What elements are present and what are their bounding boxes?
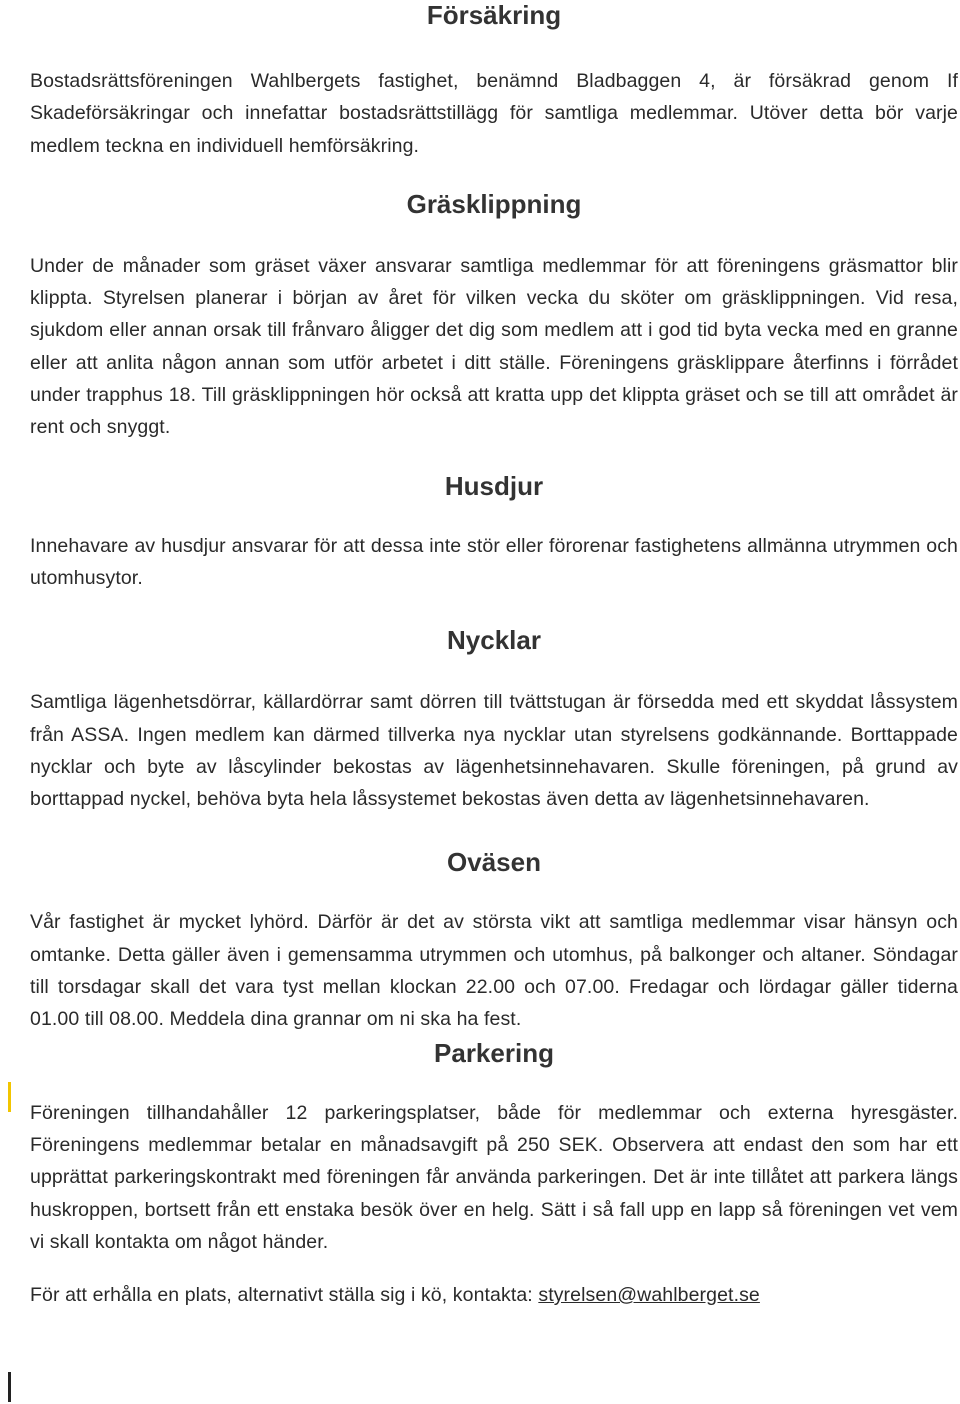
heading-grasklippning: Gräsklippning [406,188,582,219]
paragraph-husdjur: Innehavare av husdjur ansvarar för att dessa inte stör eller förorenar fastighetens allmänna utrymmen och utomhusytor. [30,534,958,589]
paragraph-parkering: Föreningen tillhandahåller 12 parkeringsplatser, både för medlemmar och externa hyresgäster. Föreningens medlemmar betalar en månadsavgift på 250 SEK. Observera att endast den som har ett upprättat parkeringskontrakt med föreningen får använda parkeringen. Det är inte tillåtet att parkera längs huskroppen, bortsett från ett enstaka besök över en helg. Sätt i så fall upp en lapp så föreningen vet vem vi skall kontakta om något händer. [30,1101,958,1253]
paragraph-forsakring: Bostadsrättsföreningen Wahlbergets fastighet, benämnd Bladbaggen 4, är försäkrad genom If Skadeförsäkringar och innefattar bostadsrättstillägg för samtliga medlemmar. Utöver detta bör varje medlem teckna en individuell hemförsäkring. [30,70,958,157]
heading-ovasen: Oväsen [447,847,541,878]
paragraph-ovasen: Vår fastighet är mycket lyhörd. Därför är det av största vikt att samtliga medlemmar visar hänsyn och omtanke. Detta gäller även i gemensamma utrymmen och utomhus, på balkonger och altaner. Söndagar till torsdagar skall det vara tyst mellan klockan 22.00 och 07.00. Fredagar och lördagar gäller tiderna 01.00 till 08.00. Meddela dina grannar om ni ska ha fest. [30,911,958,1031]
document-page [30,0,958,1311]
contact-text: För att erhålla en plats, alternativt ställa sig i kö, kontakta: [30,1284,539,1307]
margin-change-bar-black [8,1372,11,1402]
contact-email-link[interactable]: styrelsen@wahlberget.se [538,1284,760,1307]
margin-change-bar-yellow [8,1082,11,1112]
paragraph-grasklippning: Under de månader som gräset växer ansvarar samtliga medlemmar för att föreningens gräsmattor blir klippta. Styrelsen planerar i början av året för vilken vecka du sköter om gräsklippningen. Vid resa, sjukdom eller annan orsak till frånvaro åligger det dig som medlem att i god tid byta vecka med en granne eller att anlita någon annan som utför arbetet i ditt ställe. Föreningens gräsklippare återfinns i förrådet under trapphus 18. Till gräsklippningen hör också att kratta upp det klippta gräset och se till att området är rent och snyggt. [30,254,958,439]
heading-forsakring: Försäkring [426,0,562,30]
heading-husdjur: Husdjur [444,470,544,501]
heading-parkering: Parkering [434,1037,554,1068]
paragraph-nycklar: Samtliga lägenhetsdörrar, källardörrar samt dörren till tvättstugan är försedda med ett skyddat låssystem från ASSA. Ingen medlem kan därmed tillverka nya nycklar utan styrelsens godkännande. Borttappade nycklar och byte av låscylinder bekostas av lägenhetsinnehavaren. Skulle föreningen, på grund av borttappad nyckel, behöva byta hela låssystemet bekostas även detta av lägenhetsinnehavaren. [30,691,958,811]
contact-line [30,1279,958,1311]
heading-nycklar: Nycklar [447,625,541,656]
